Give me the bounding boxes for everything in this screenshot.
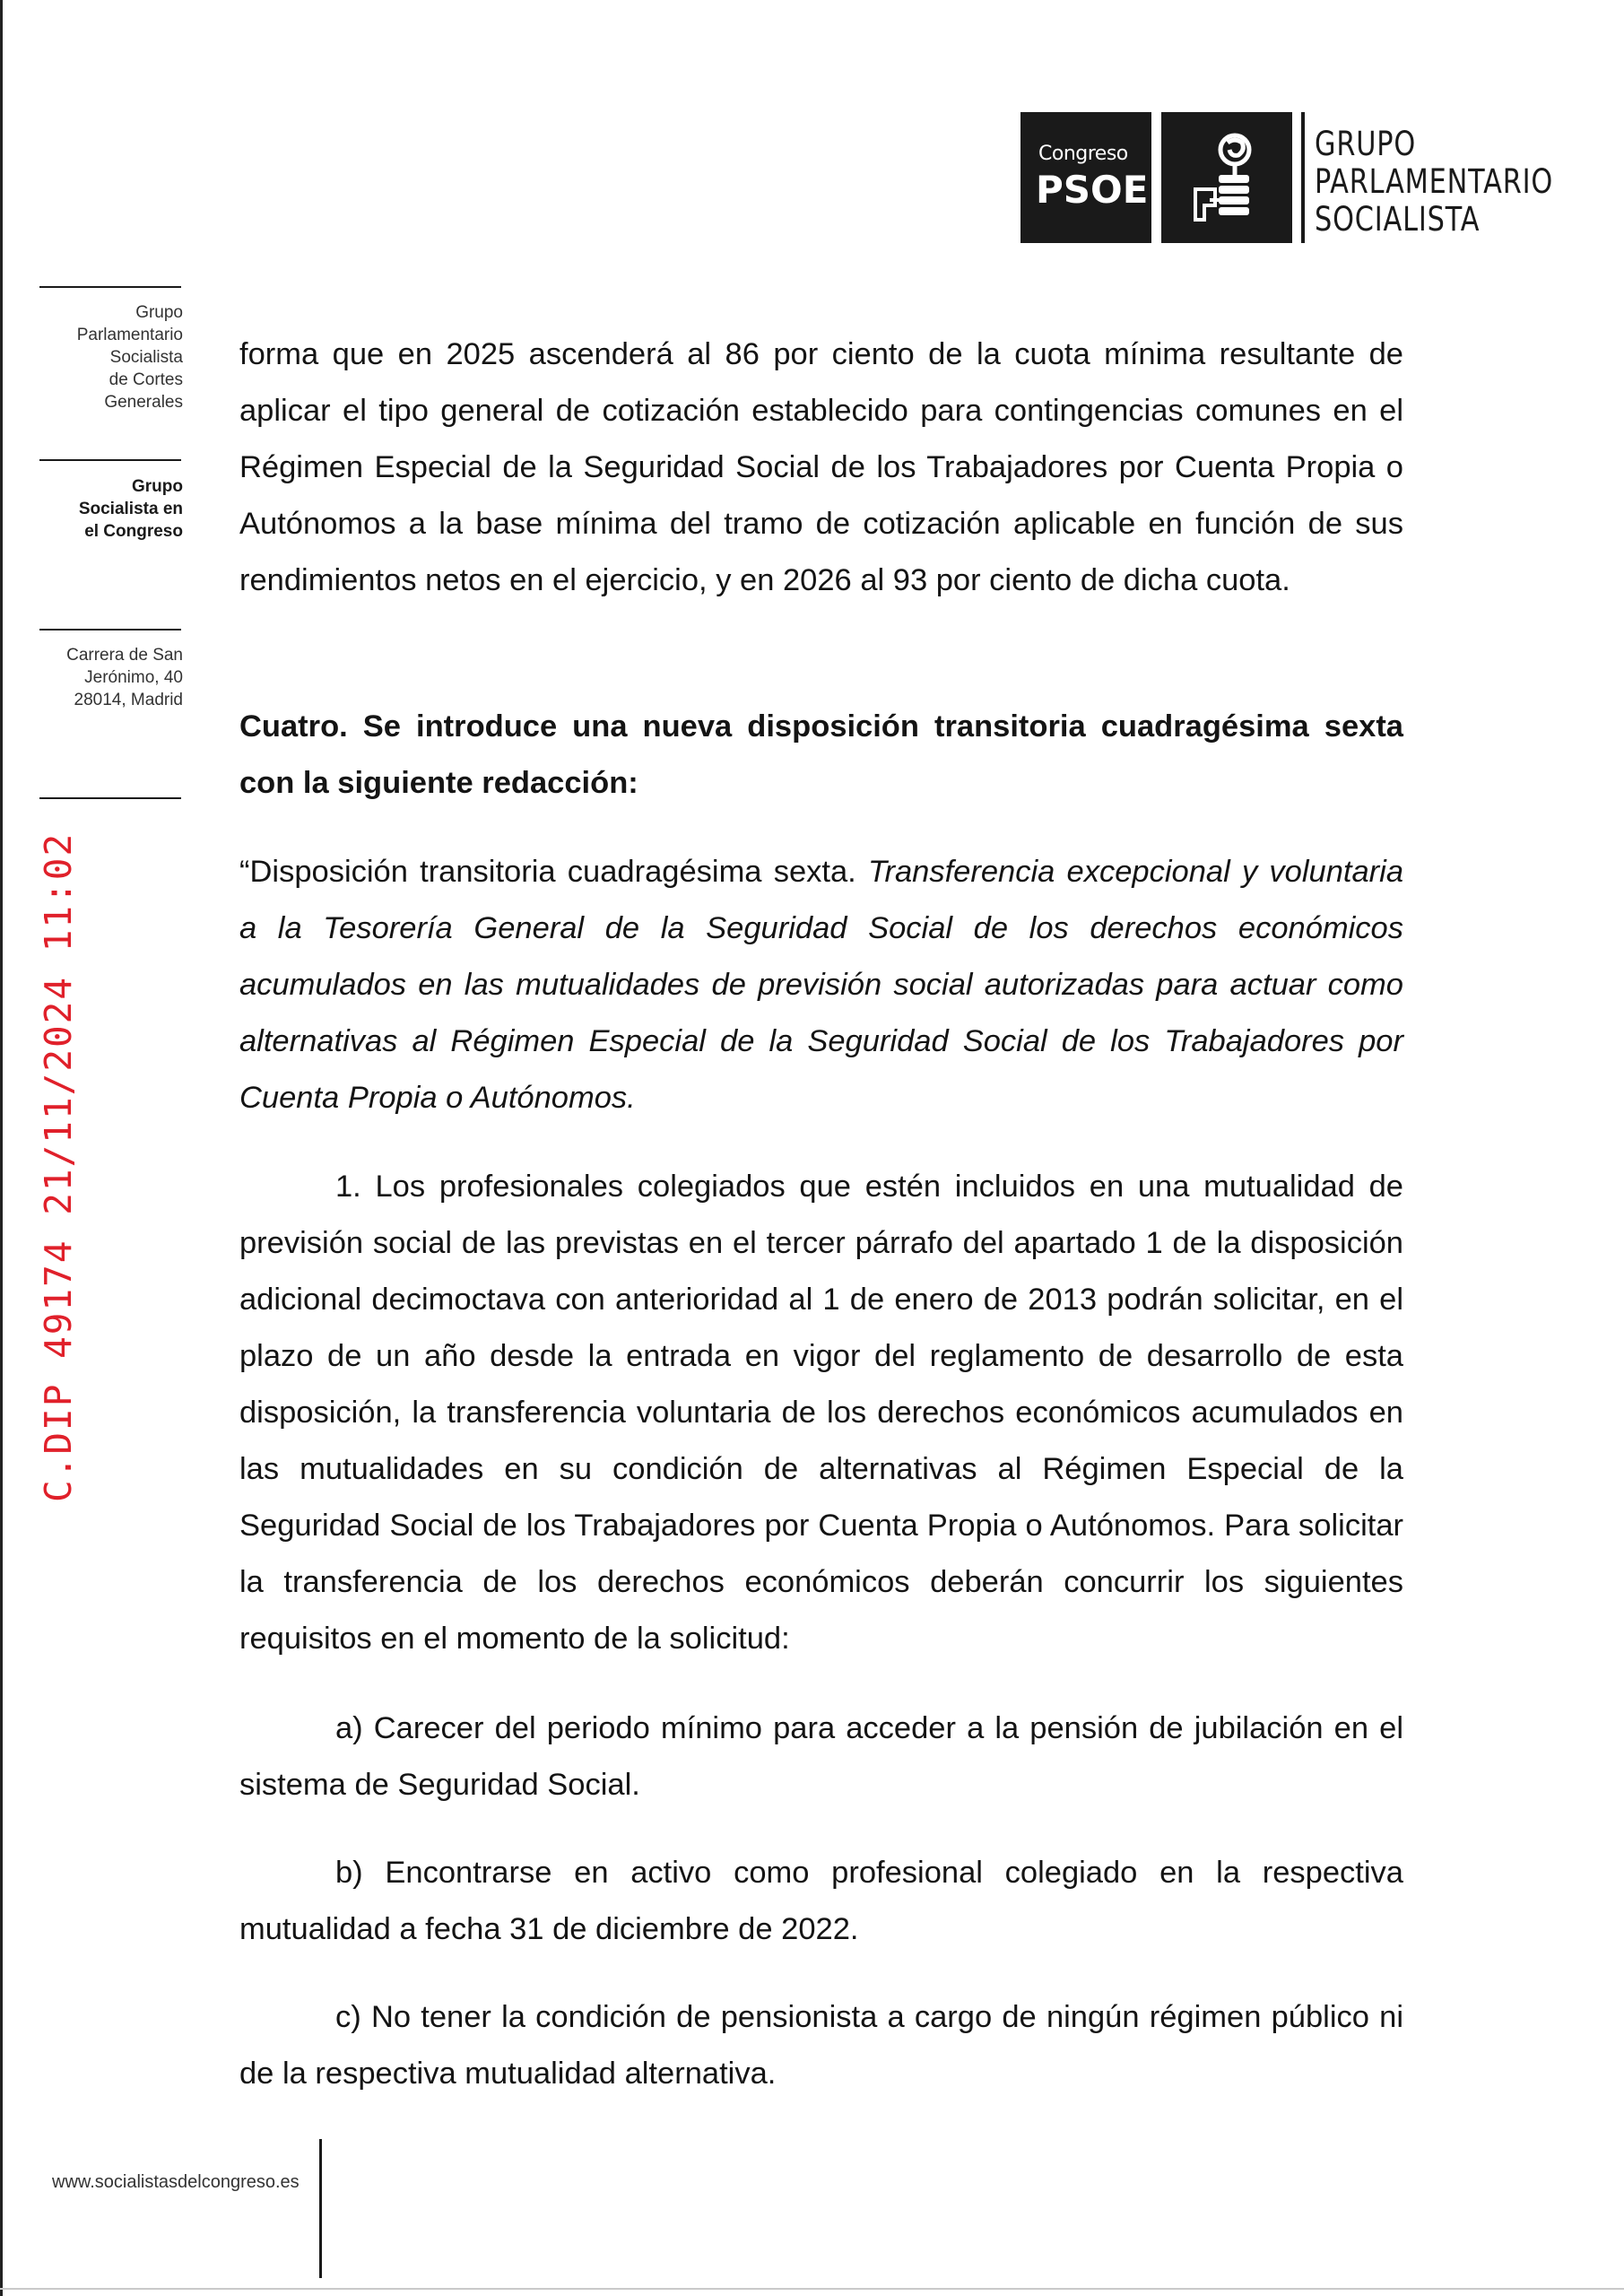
- logo-small-text: Congreso: [1038, 143, 1128, 165]
- sidebar-rule: [39, 286, 181, 288]
- logo-divider: [1301, 112, 1305, 243]
- section-heading: Cuatro. Se introduce una nueva disposición transitoria cuadragésima sexta con la siguiente redacción:: [239, 709, 1403, 800]
- numbered-paragraph-1: 1. Los profesionales colegiados que estén incluidos en una mutualidad de previsión social de las previstas en el tercer párrafo del apartado 1 de la disposición adicional decimoctava con anterioridad al 1 de enero de 2013 podrán solicitar, en el plazo de un año desde la entrada en vigor del reglamento de desarrollo de esta disposición, la transferencia voluntaria de los derechos económicos acumulados en las mutualidades en su condición de alternativas al Régimen Especial de la Seguridad Social de los Trabajadores por Cuenta Propia o Autónomos. Para solicitar la transferencia de los derechos económicos deberán concurrir los siguientes requisitos en el momento de la solicitud:: [239, 1170, 1403, 1656]
- rose-fist-logo-icon: [1161, 112, 1292, 243]
- footer-divider: [319, 2139, 322, 2278]
- requirement-b: b) Encontrarse en activo como profesional colegiado en la respectiva mutualidad a fecha 31 de diciembre de 2022.: [239, 1856, 1403, 1946]
- scan-edge-line: [0, 2288, 1624, 2290]
- sidebar-rule: [39, 629, 181, 631]
- disposition-lead: “Disposición transitoria cuadragésima sexta.: [239, 855, 868, 889]
- sidebar-rule: [39, 797, 181, 799]
- logo-big-text: PSOE: [1036, 168, 1149, 212]
- sidebar-rule: [39, 459, 181, 461]
- congreso-psoe-logo: [1020, 112, 1151, 243]
- disposition-title: Transferencia excepcional y voluntaria a la Tesorería General de la Seguridad Social de los derechos económicos acumulados en las mutualidades de previsión social autorizadas para actuar como alternativas al Régimen Especial de la Seguridad Social de los Trabajadores por Cuenta Propia o Autónomos.: [239, 855, 1404, 1115]
- intro-paragraph: forma que en 2025 ascenderá al 86 por ciento de la cuota mínima resultante de aplicar el tipo general de cotización establecido para contingencias comunes en el Régimen Especial de la Seguridad Social de los Trabajadores por Cuenta Propia o Autónomos a la base mínima del tramo de cotización aplicable en función de sus rendimientos netos en el ejercicio, y en 2026 al 93 por ciento de dicha cuota.: [239, 337, 1403, 597]
- sidebar-group-info: Grupo Parlamentario Socialista de Cortes Generales: [76, 303, 183, 412]
- sidebar-congress-info: Grupo Socialista en el Congreso: [78, 477, 183, 541]
- page-edge: [0, 0, 3, 2296]
- logo-group-name: GRUPO PARLAMENTARIO SOCIALISTA: [1315, 125, 1554, 239]
- requirement-c: c) No tener la condición de pensionista a cargo de ningún régimen público ni de la respectiva mutualidad alternativa.: [239, 2000, 1403, 2091]
- footer-website-link[interactable]: www.socialistasdelcongreso.es: [52, 2172, 300, 2192]
- requirement-a: a) Carecer del periodo mínimo para acceder a la pensión de jubilación en el sistema de Seguridad Social.: [239, 1711, 1403, 1802]
- rose-fist-icon: [1188, 130, 1265, 225]
- sidebar-address: Carrera de San Jerónimo, 40 28014, Madrid: [66, 646, 183, 709]
- registry-stamp: C.DIP 49174 21/11/2024 11:02: [37, 831, 80, 1502]
- disposition-paragraph: [239, 844, 1403, 1126]
